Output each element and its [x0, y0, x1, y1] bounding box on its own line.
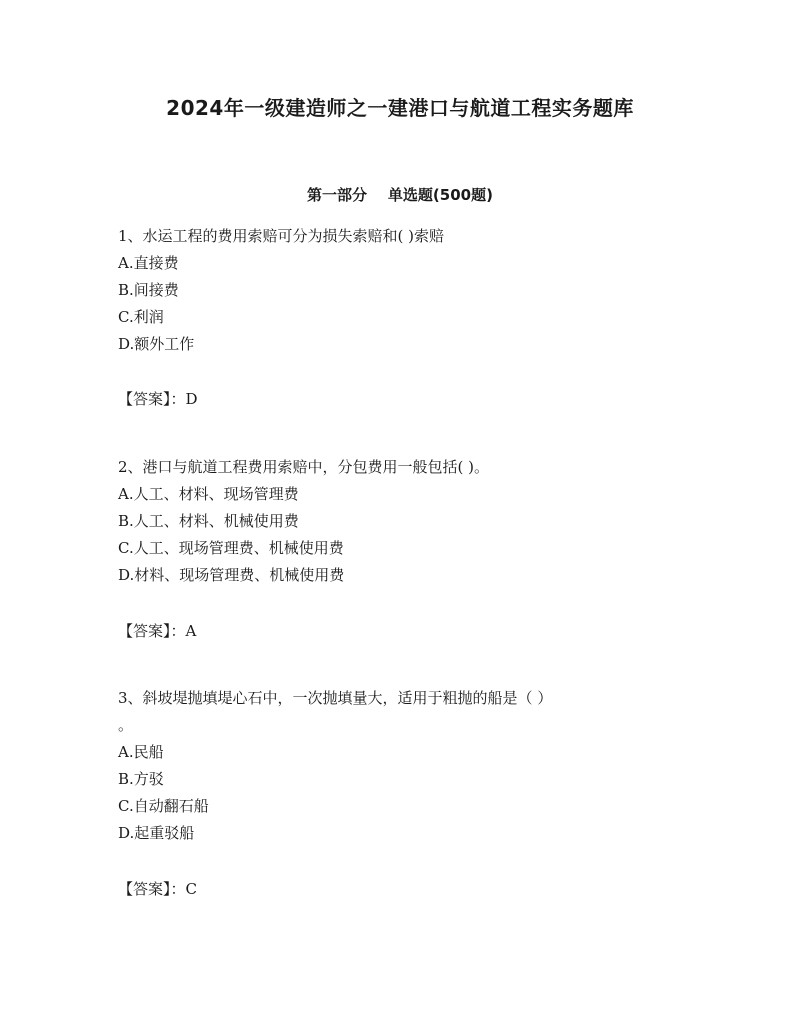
- option-c: C.自动翻石船: [118, 797, 209, 815]
- answer-value: D: [185, 390, 198, 408]
- question-stem-continued: 。: [118, 716, 134, 734]
- document-title: 2024年一级建造师之一建港口与航道工程实务题库: [166, 96, 634, 120]
- option-c: C.利润: [118, 308, 164, 326]
- option-a: A.直接费: [118, 254, 179, 272]
- question-stem: 1、水运工程的费用索赔可分为损失索赔和( )索赔: [118, 227, 445, 245]
- option-d: D.额外工作: [118, 335, 195, 353]
- option-b: B.间接费: [118, 281, 179, 299]
- option-b: B.人工、材料、机械使用费: [118, 512, 299, 530]
- question-1: [118, 223, 678, 358]
- option-a: A.人工、材料、现场管理费: [118, 485, 299, 503]
- option-c: C.人工、现场管理费、机械使用费: [118, 539, 344, 557]
- option-b: B.方驳: [118, 770, 164, 788]
- answer-value: A: [185, 622, 197, 640]
- answer-label: 【答案】：: [118, 880, 186, 898]
- answer-3: [118, 877, 197, 901]
- answer-label: 【答案】：: [118, 622, 186, 640]
- option-a: A.民船: [118, 743, 164, 761]
- answer-1: [118, 387, 198, 411]
- question-3: [118, 685, 678, 847]
- answer-label: 【答案】：: [118, 390, 186, 408]
- answer-2: [118, 619, 196, 643]
- question-stem: 2、港口与航道工程费用索赔中，分包费用一般包括( )。: [118, 458, 490, 476]
- option-d: D.材料、现场管理费、机械使用费: [118, 566, 345, 584]
- question-stem: 3、斜坡堤抛填堤心石中，一次抛填量大，适用于粗抛的船是（ ）: [118, 689, 553, 707]
- option-d: D.起重驳船: [118, 824, 195, 842]
- answer-value: C: [185, 880, 197, 898]
- question-2: [118, 454, 678, 589]
- section-title: 第一部分 单选题(500题): [307, 186, 493, 204]
